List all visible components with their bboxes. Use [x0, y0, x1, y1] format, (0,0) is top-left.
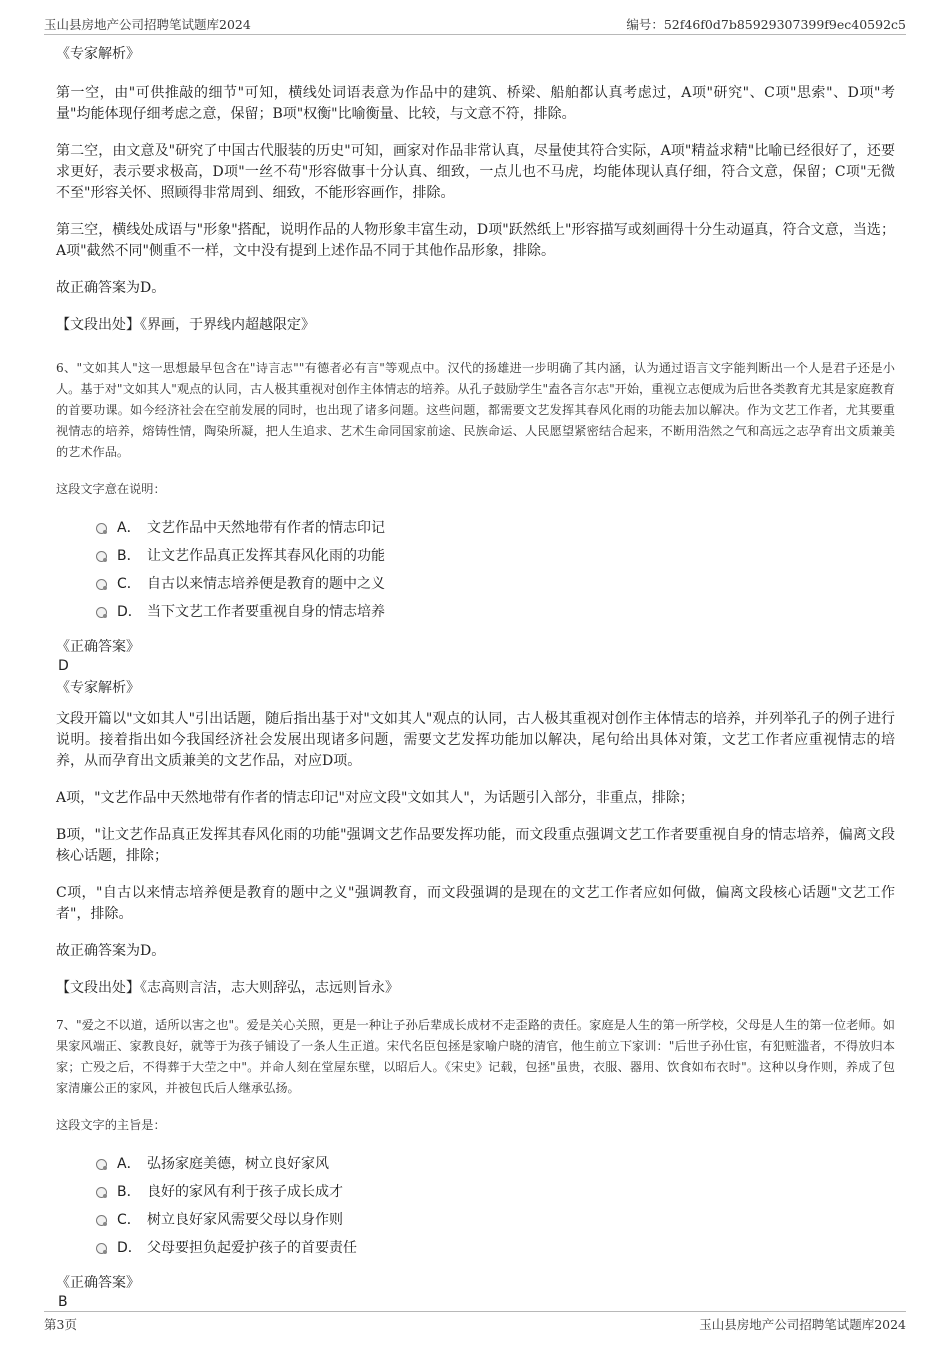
q7-option-a[interactable]: A． 弘扬家庭美德，树立良好家风	[96, 1149, 895, 1177]
page-footer	[44, 1311, 906, 1334]
q6-analysis-1: 文段开篇以"文如其人"引出话题，随后指出基于对"文如其人"观点的认同，古人极其重视对创作主体情志的培养，并列举孔子的例子进行说明。接着指出如今我国经济社会发展出现诸多问题，需要文艺发挥功能加以解决，尾句给出具体对策，文艺工作者应重视情志的培养，从而孕育出文质兼美的文艺作品，对应D项。	[56, 711, 895, 769]
q6-option-b[interactable]: B． 让文艺作品真正发挥其春风化雨的功能	[96, 541, 895, 569]
q7-option-b[interactable]: B． 良好的家风有利于孩子成长成才	[96, 1177, 895, 1205]
radio-icon[interactable]	[96, 551, 107, 562]
q6-expert-label: 《专家解析》	[56, 680, 140, 696]
q6-analysis-b: B项，"让文艺作品真正发挥其春风化雨的功能"强调文艺作品要发挥功能，而文段重点强调文艺工作者要重视自身的情志培养，偏离文段核心话题，排除；	[56, 827, 895, 864]
q6-prompt: 这段文字意在说明：	[56, 482, 166, 496]
q5-analysis-3: 第三空，横线处成语与"形象"搭配，说明作品的人物形象丰富生动，D项"跃然纸上"形容描写或刻画得十分生动逼真，符合文意，当选；A项"截然不同"侧重不一样，文中没有提到上述作品不同于其他作品形象，排除。	[56, 222, 895, 259]
q7-text: 7、"爱之不以道，适所以害之也"。爱是关心关照，更是一种让子孙后辈成长成材不走歪路的责任。家庭是人生的第一所学校，父母是人生的第一位老师。如果家风端正、家教良好，就等于为孩子铺设了一条人生正道。宋代名臣包拯是家喻户晓的清官，他生前立下家训："后世子孙仕宦，有犯赃滥者，不得放归本家；亡殁之后，不得葬于大茔之中"。并命人刻在堂屋东壁，以昭后人。《宋史》记载，包拯"虽贵，衣服、器用、饮食如布衣时"。这种以身作则，养成了包家清廉公正的家风，并被包氏后人继承弘扬。	[56, 1018, 895, 1095]
page-number: 第3页	[44, 1317, 77, 1332]
q7-answer-label: 《正确答案》	[56, 1275, 140, 1291]
q5-analysis-1: 第一空，由"可供推敲的细节"可知，横线处词语表意为作品中的建筑、桥梁、船舶都认真考虑过，A项"研究"、C项"思索"、D项"考量"均能体现仔细考虑之意，保留；B项"权衡"比喻衡量、比较，与文意不符，排除。	[56, 85, 895, 122]
q5-source: 【文段出处】《界画，于界线内超越限定》	[56, 317, 315, 333]
q7-option-d[interactable]: D． 父母要担负起爱护孩子的首要责任	[96, 1233, 895, 1261]
q5-analysis-2: 第二空，由文意及"研究了中国古代服装的历史"可知，画家对作品非常认真，尽量使其符合实际，A项"精益求精"比喻已经很好了，还要求更好，表示要求极高，D项"一丝不苟"形容做事十分认真、细致，一点儿也不马虎，均能体现认真仔细，符合文意，保留；C项"无微不至"形容关怀、照顾得非常周到、细致，不能形容画作，排除。	[56, 143, 895, 201]
q5-expert-label: 《专家解析》	[56, 46, 140, 62]
q6-answer-label: 《正确答案》	[56, 639, 140, 655]
q7-prompt: 这段文字的主旨是：	[56, 1118, 166, 1132]
radio-icon[interactable]	[96, 523, 107, 534]
q6-analysis-a: A项，"文艺作品中天然地带有作者的情志印记"对应文段"文如其人"，为话题引入部分，非重点，排除；	[56, 790, 694, 806]
footer-title: 玉山县房地产公司招聘笔试题库2024	[699, 1317, 906, 1332]
q7-options	[96, 1149, 895, 1261]
q5-conclusion: 故正确答案为D。	[56, 280, 166, 296]
q6-options	[96, 513, 895, 625]
q6-answer: D	[58, 658, 69, 674]
radio-icon[interactable]	[96, 607, 107, 618]
q6-conclusion: 故正确答案为D。	[56, 943, 166, 959]
header-code: 编号：52f46f0d7b85929307399f9ec40592c5	[626, 17, 906, 32]
q6-analysis-c: C项，"自古以来情志培养便是教育的题中之义"强调教育，而文段强调的是现在的文艺工作者应如何做，偏离文段核心话题"文艺工作者"，排除。	[56, 885, 895, 922]
q6-text: 6、"文如其人"这一思想最早包含在"诗言志""有德者必有言"等观点中。汉代的扬雄进一步明确了其内涵，认为通过语言文字能判断出一个人是君子还是小人。基于对"文如其人"观点的认同，古人极其重视对创作主体情志的培养。从孔子鼓励学生"盍各言尔志"开始，重视立志便成为后世各类教育尤其是家庭教育的首要功课。如今经济社会在空前发展的同时，也出现了诸多问题。这些问题，都需要文艺发挥其春风化雨的功能去加以解决。作为文艺工作者，尤其要重视情志的培养，熔铸性情，陶染所凝，把人生追求、艺术生命同国家前途、民族命运、人民愿望紧密结合起来，不断用浩然之气和高远之志孕育出文质兼美的艺术作品。	[56, 361, 895, 459]
q6-option-a[interactable]: A． 文艺作品中天然地带有作者的情志印记	[96, 513, 895, 541]
q6-option-c[interactable]: C． 自古以来情志培养便是教育的题中之义	[96, 569, 895, 597]
q7-answer: B	[58, 1294, 68, 1310]
page-header	[44, 14, 906, 35]
q6-source: 【文段出处】《志高则言洁，志大则辞弘，志远则旨永》	[56, 980, 399, 996]
radio-icon[interactable]	[96, 1215, 107, 1226]
radio-icon[interactable]	[96, 1187, 107, 1198]
page-content	[56, 44, 895, 1314]
q6-option-d[interactable]: D． 当下文艺工作者要重视自身的情志培养	[96, 597, 895, 625]
q7-option-c[interactable]: C． 树立良好家风需要父母以身作则	[96, 1205, 895, 1233]
radio-icon[interactable]	[96, 1243, 107, 1254]
radio-icon[interactable]	[96, 579, 107, 590]
header-title: 玉山县房地产公司招聘笔试题库2024	[44, 17, 251, 32]
radio-icon[interactable]	[96, 1159, 107, 1170]
